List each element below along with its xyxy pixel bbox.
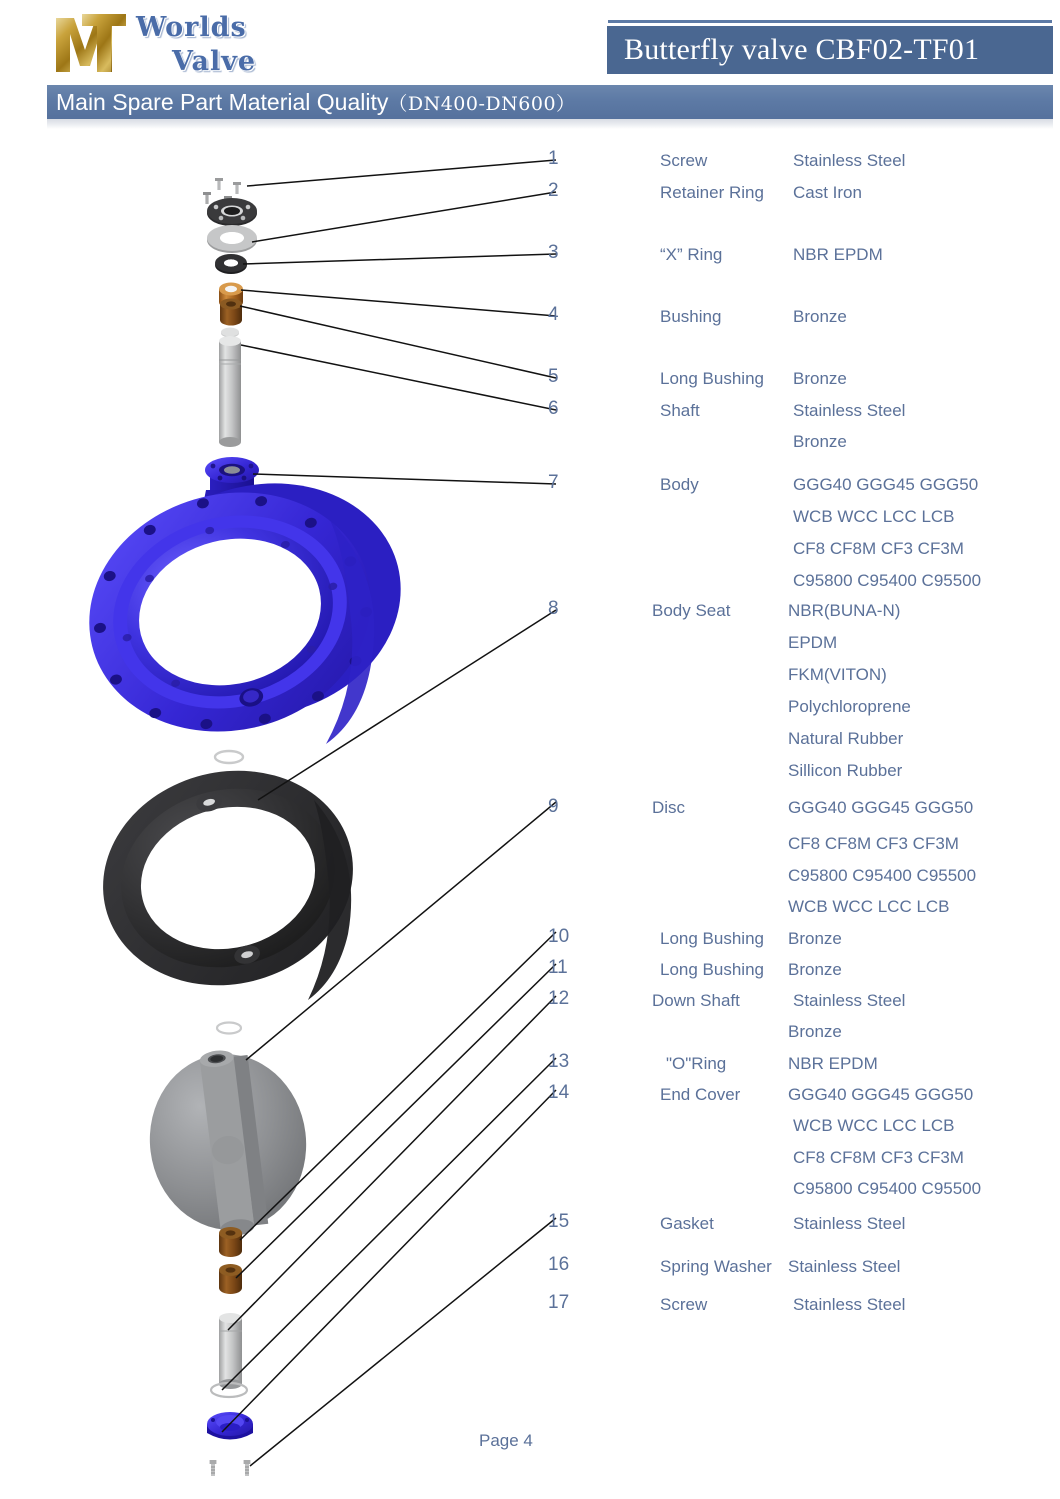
part-name: Bushing — [660, 307, 722, 326]
part-name: Retainer Ring — [660, 183, 764, 202]
part-number: 15 — [548, 1211, 570, 1232]
part-name: Screw — [660, 1295, 708, 1314]
leader-6 — [241, 345, 556, 410]
part-number: 4 — [548, 304, 559, 325]
part-number: 14 — [548, 1082, 570, 1103]
part-material: C95800 C95400 C95500 — [788, 866, 977, 885]
part-name: Body — [660, 475, 699, 494]
section-title-main: Main Spare Part Material Quality — [56, 89, 389, 115]
part-material: Bronze — [788, 1022, 842, 1041]
logo-line-2: Valve — [172, 46, 257, 77]
part-material: CF8 CF8M CF3 CF3M — [788, 834, 959, 853]
part-name: Spring Washer — [660, 1257, 772, 1276]
leader-9 — [246, 802, 556, 1060]
part-name: Disc — [652, 798, 686, 817]
part-number: 7 — [548, 472, 559, 493]
part-material: NBR(BUNA-N) — [788, 601, 901, 620]
leader-15 — [250, 1218, 556, 1466]
part-material: CF8 CF8M CF3 CF3M — [793, 1148, 964, 1167]
part-number: 16 — [548, 1254, 570, 1275]
part-number: 1 — [548, 148, 559, 169]
part-number: 2 — [548, 180, 559, 201]
part-material: WCB WCC LCC LCB — [793, 1116, 955, 1135]
part-material: Bronze — [788, 929, 842, 948]
part-material: GGG40 GGG45 GGG50 — [788, 1085, 974, 1104]
part-name: Long Bushing — [660, 369, 764, 388]
leader-13 — [222, 1058, 556, 1390]
part-material: Bronze — [793, 369, 847, 388]
part-name: Gasket — [660, 1214, 714, 1233]
part-material: Bronze — [793, 307, 847, 326]
document-title: Butterfly valve CBF02-TF01 — [624, 33, 980, 66]
part-material: EPDM — [788, 633, 838, 652]
part-material: Stainless Steel — [793, 991, 906, 1010]
leader-7 — [253, 474, 556, 484]
page-footer: Page 4 — [479, 1431, 533, 1450]
part-number: 13 — [548, 1051, 570, 1072]
section-title-range: （DN400-DN600） — [388, 93, 576, 115]
part-name: Down Shaft — [652, 991, 740, 1010]
part-material: NBR EPDM — [788, 1054, 878, 1073]
part-number: 12 — [548, 988, 570, 1009]
part-material: NBR EPDM — [793, 245, 883, 264]
part-number: 11 — [548, 957, 568, 978]
part-material: Sillicon Rubber — [788, 761, 903, 780]
part-material: Stainless Steel — [793, 151, 906, 170]
leader-4 — [241, 290, 556, 316]
part-material: C95800 C95400 C95500 — [793, 1179, 982, 1198]
part-material: CF8 CF8M CF3 CF3M — [793, 539, 964, 558]
leader-14 — [222, 1090, 556, 1432]
part-name: Screw — [660, 151, 708, 170]
leader-3 — [243, 254, 556, 264]
part-material: Stainless Steel — [793, 1214, 906, 1233]
logo-line-1: Worlds — [136, 12, 247, 43]
part-material: Natural Rubber — [788, 729, 904, 748]
part-material: GGG40 GGG45 GGG50 — [793, 475, 979, 494]
part-material: Stainless Steel — [793, 401, 906, 420]
part-number: 9 — [548, 796, 559, 817]
leader-8 — [258, 610, 556, 800]
part-material: Stainless Steel — [788, 1257, 901, 1276]
leader-5 — [240, 306, 556, 378]
part-name: Shaft — [660, 401, 700, 420]
part-name: End Cover — [660, 1085, 741, 1104]
part-name: Long Bushing — [660, 960, 764, 979]
part-material: Stainless Steel — [793, 1295, 906, 1314]
part-material: Bronze — [788, 960, 842, 979]
part-name: Long Bushing — [660, 929, 764, 948]
part-name: “X” Ring — [660, 245, 723, 264]
part-number: 5 — [548, 366, 559, 387]
part-material: Polychloroprene — [788, 697, 911, 716]
part-material: C95800 C95400 C95500 — [793, 571, 982, 590]
part-number: 6 — [548, 398, 559, 419]
leader-1 — [247, 160, 556, 186]
part-material: Cast Iron — [793, 183, 862, 202]
part-name: Body Seat — [652, 601, 731, 620]
leader-2 — [252, 192, 556, 242]
part-number: 8 — [548, 598, 559, 619]
part-material: Bronze — [793, 432, 847, 451]
part-material: FKM(VITON) — [788, 665, 887, 684]
part-material: GGG40 GGG45 GGG50 — [788, 798, 974, 817]
part-name: "O"Ring — [666, 1054, 727, 1073]
leader-11 — [236, 964, 556, 1278]
part-number: 3 — [548, 242, 559, 263]
part-number: 10 — [548, 926, 570, 947]
part-number: 17 — [548, 1292, 570, 1313]
part-material: WCB WCC LCC LCB — [793, 507, 955, 526]
leader-12 — [228, 996, 556, 1330]
leader-10 — [240, 932, 556, 1240]
part-material: WCB WCC LCC LCB — [788, 897, 950, 916]
